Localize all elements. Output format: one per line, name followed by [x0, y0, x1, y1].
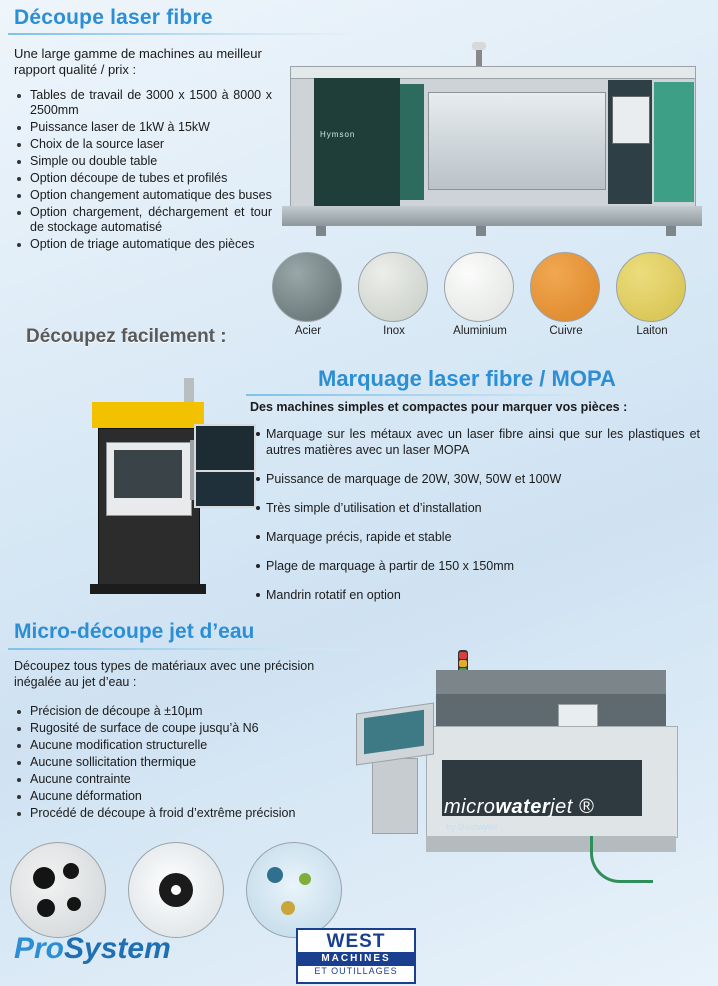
laser-cutting-machine-image [276, 40, 708, 240]
waterjet-brand-part3: jet ® [550, 796, 595, 818]
company-logo-name: System [64, 932, 171, 965]
section-laser-subtitle: Découpez facilement : [26, 326, 227, 347]
section-marking-divider [246, 394, 708, 396]
waterjet-brand-part1: micro [444, 796, 496, 818]
material-label: Inox [383, 325, 405, 337]
material-label: Laiton [636, 325, 668, 337]
list-item: Aucune contrainte [14, 772, 354, 787]
list-item: Aucune modification structurelle [14, 738, 354, 753]
west-logo-line3: ET OUTILLAGES [314, 966, 398, 976]
list-item: Rugosité de surface de coupe jusqu’à N6 [14, 721, 354, 736]
marking-machine-base [90, 584, 206, 594]
machine-leg [476, 226, 486, 236]
list-item: Précision de découpe à ±10µm [14, 704, 354, 719]
section-laser-divider [8, 33, 360, 35]
material-swatch [272, 252, 344, 337]
waterjet-hose [590, 836, 653, 883]
marking-machine-window [114, 450, 182, 498]
waterjet-machine-image [346, 650, 712, 890]
machine-lamp [472, 42, 486, 50]
waterjet-brand-part2: water [495, 796, 551, 818]
section-marking-bullets [250, 426, 700, 616]
section-waterjet-bullets [14, 704, 354, 823]
material-swatch [616, 252, 688, 337]
machine-window [428, 92, 606, 190]
material-swatch [444, 252, 516, 337]
list-item: Puissance laser de 1kW à 15kW [14, 120, 272, 135]
signal-light-red [459, 652, 467, 659]
list-item: Aucune déformation [14, 789, 354, 804]
list-item: Choix de la source laser [14, 137, 272, 152]
west-logo-line1: WEST [326, 931, 386, 952]
section-laser-title: Découpe laser fibre [14, 6, 213, 29]
west-machines-logo [296, 928, 416, 984]
west-logo-line2: MACHINES [298, 952, 414, 966]
waterjet-brand [444, 796, 594, 819]
list-item: Option chargement, déchargement et tour de stockage automatisé [14, 205, 272, 235]
sample-disc [128, 842, 224, 938]
list-item: Très simple d’utilisation et d’installation [250, 500, 700, 516]
list-item: Option changement automatique des buses [14, 188, 272, 203]
material-swatch [530, 252, 602, 337]
marking-machine-monitor [194, 424, 256, 472]
machine-brand-label: Hymson [320, 130, 356, 139]
list-item: Simple ou double table [14, 154, 272, 169]
machine-screen [612, 96, 650, 144]
machine-enclosure [314, 78, 400, 206]
machine-enclosure-edge [400, 84, 424, 200]
company-logo-prefix: Pro [14, 932, 65, 965]
section-laser-intro: Une large gamme de machines au meilleur rapport qualité / prix : [14, 46, 262, 77]
machine-leg [316, 226, 326, 236]
list-item: Puissance de marquage de 20W, 30W, 50W et 100W [250, 471, 700, 487]
list-item: Marquage sur les métaux avec un laser fibre ainsi que sur les plastiques et autres matières avec un laser MOPA [250, 426, 700, 458]
marking-machine-top [92, 402, 204, 428]
machine-cabinet [654, 82, 694, 202]
marking-machine-keyboard-screen [194, 470, 256, 508]
list-item: Aucune sollicitation thermique [14, 755, 354, 770]
material-disc [530, 252, 600, 322]
sample-parts-images [6, 842, 346, 942]
list-item: Plage de marquage à partir de 150 x 150mm [250, 558, 700, 574]
list-item: Option découpe de tubes et profilés [14, 171, 272, 186]
signal-light-amber [459, 660, 467, 667]
waterjet-brand-sub: by Daetwyler [446, 822, 499, 832]
machine-mast [476, 48, 482, 68]
list-item: Mandrin rotatif en option [250, 587, 700, 603]
section-waterjet-intro: Découpez tous types de matériaux avec une précision inégalée au jet d’eau : [14, 659, 315, 689]
section-marking-intro: Des machines simples et compactes pour marquer vos pièces : [250, 400, 628, 414]
list-item: Tables de travail de 3000 x 1500 à 8000 x 2500mm [14, 88, 272, 118]
marking-machine-image [44, 370, 266, 600]
material-swatch [358, 252, 430, 337]
machine-rail [282, 206, 702, 226]
machine-leg [666, 226, 676, 236]
material-label: Cuivre [549, 325, 583, 337]
material-label: Acier [294, 325, 322, 337]
list-item: Procédé de découpe à froid d’extrême précision [14, 806, 354, 821]
sample-disc [246, 842, 342, 938]
section-laser-bullets [14, 88, 272, 254]
sample-disc [10, 842, 106, 938]
company-logo [14, 932, 171, 966]
material-disc [444, 252, 514, 322]
section-waterjet-title: Micro-découpe jet d’eau [14, 620, 255, 643]
list-item: Marquage précis, rapide et stable [250, 529, 700, 545]
material-disc [616, 252, 686, 322]
material-disc [358, 252, 428, 322]
material-swatches [272, 252, 708, 350]
waterjet-gantry-top [436, 670, 666, 694]
section-marking-title: Marquage laser fibre / MOPA [318, 366, 616, 391]
waterjet-control-stand [372, 758, 418, 834]
waterjet-gantry [436, 694, 666, 728]
material-label: Aluminium [453, 325, 507, 337]
list-item: Option de triage automatique des pièces [14, 237, 272, 252]
material-disc [272, 252, 342, 322]
